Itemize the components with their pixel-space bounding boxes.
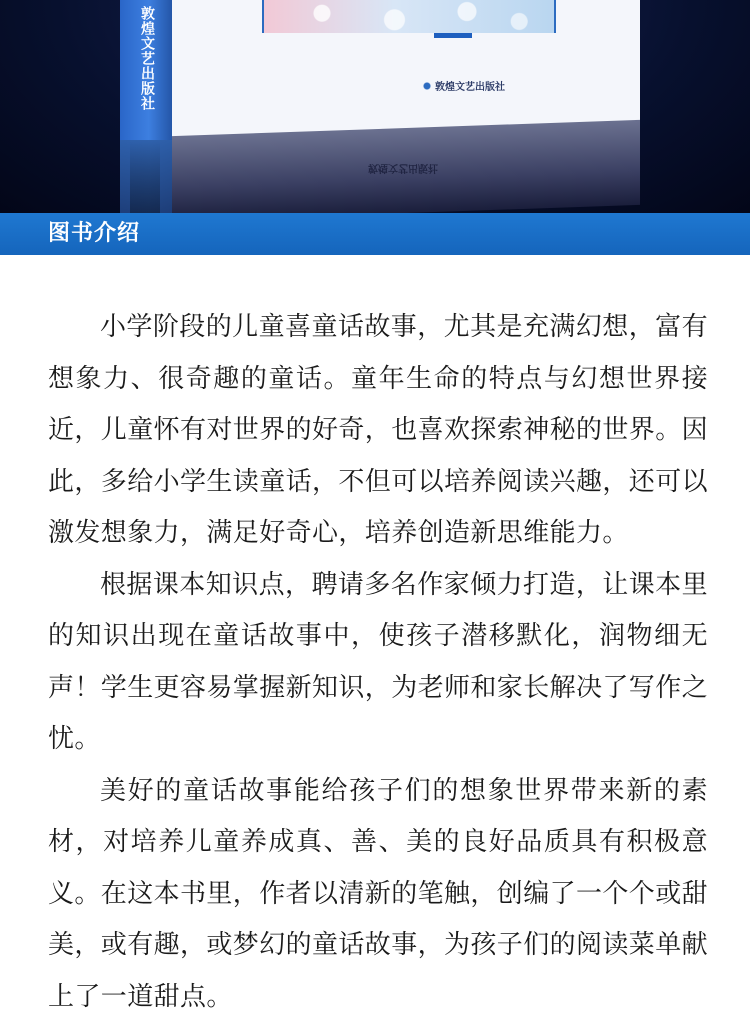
description-paragraph-1: 小学阶段的儿童喜童话故事，尤其是充满幻想，富有想象力、很奇趣的童话。童年生命的特点与幻想世界接近，儿童怀有对世界的好奇，也喜欢探索神秘的世界。因此，多给小学生读童话，不但可以培养阅读兴趣，还可以激发想象力，满足好奇心，培养创造新思维能力。 [48,302,708,560]
publisher-reflection: 敦煌文艺出版社 [368,162,438,177]
cover-artwork [262,0,556,33]
spine-shadow [130,140,160,213]
publisher-logo-icon [422,81,432,91]
description-paragraph-3: 美好的童话故事能给孩子们的想象世界带来新的素材，对培养儿童养成真、善、美的良好品质具有积极意义。在这本书里，作者以清新的笔触，创编了一个个或甜美，或有趣，或梦幻的童话故事，为孩子们的阅读菜单献上了一道甜点。 [48,766,708,1023]
cloud-pattern [264,0,554,33]
publisher-label [422,78,505,93]
section-title: 图书介绍 [48,220,140,248]
spine-title: 敦煌文艺出版社 [138,6,156,111]
publisher-name: 敦煌文艺出版社 [435,82,505,93]
book-cover-image [0,0,750,213]
cover-accent-bar [434,33,472,38]
description-paragraph-2: 根据课本知识点，聘请多名作家倾力打造，让课本里的知识出现在童话故事中，使孩子潜移默化，润物细无声！学生更容易掌握新知识，为老师和家长解决了写作之忧。 [48,560,708,766]
book-illustration [120,0,640,213]
book-description [48,302,708,1023]
